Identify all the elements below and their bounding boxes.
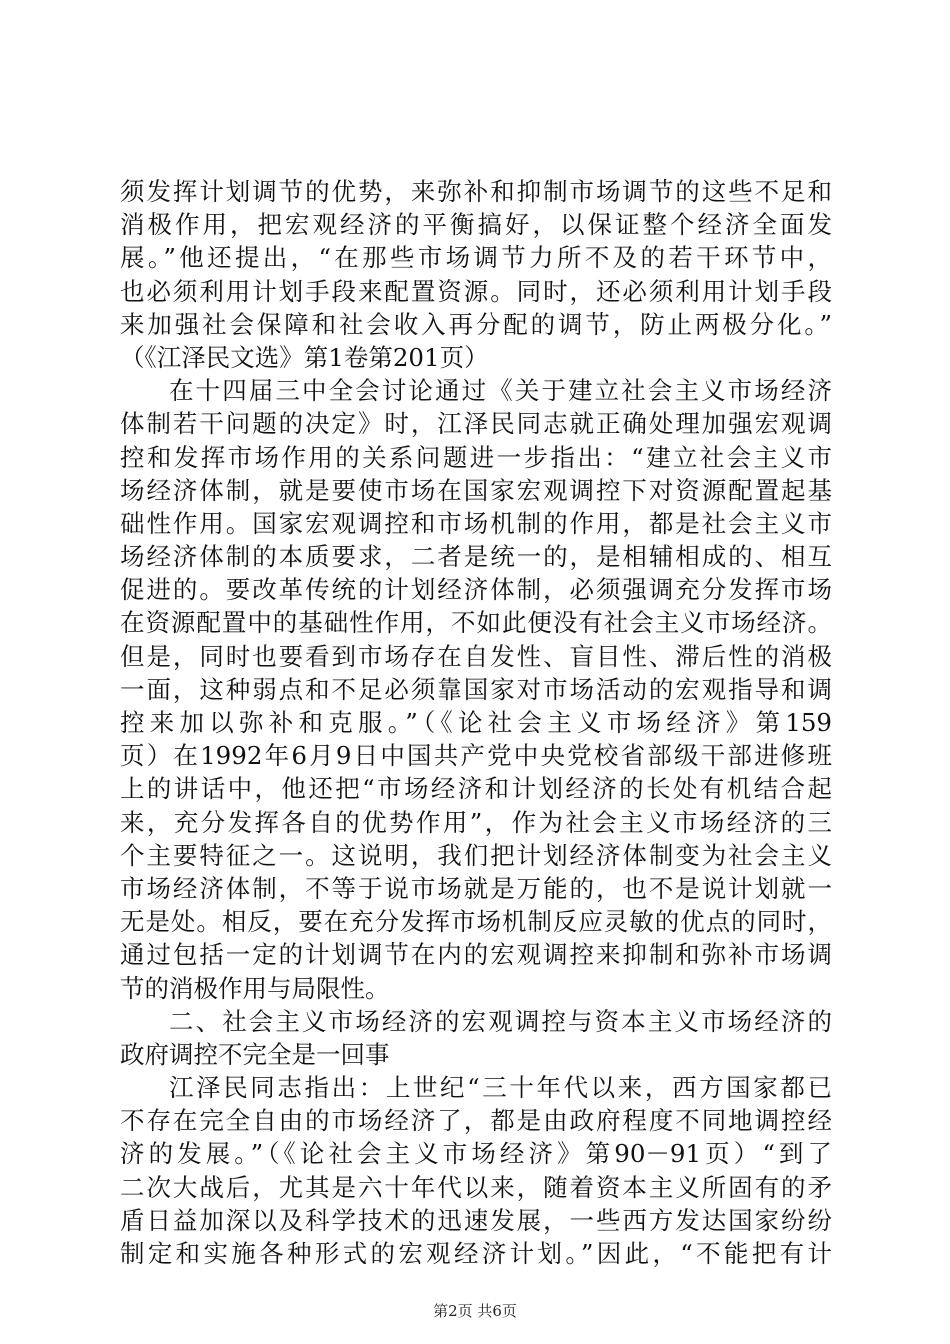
text-line: 无是处。相反，要在充分发挥市场机制反应灵敏的优点的同时，	[120, 907, 832, 937]
text-line: 一面，这种弱点和不足必须靠国家对市场活动的宏观指导和调	[120, 674, 832, 704]
text-line: 市场经济体制，不等于说市场就是万能的，也不是说计划就一	[120, 873, 832, 903]
text-line: 促进的。要改革传统的计划经济体制，必须强调充分发挥市场	[120, 575, 832, 605]
text-line: 上的讲话中，他还把“市场经济和计划经济的长处有机结合起	[120, 774, 832, 804]
text-line: 制定和实施各种形式的宏观经济计划。”因此，“不能把有计	[120, 1239, 832, 1268]
paragraph-start-line: 江泽民同志指出：上世纪“三十年代以来，西方国家都已	[169, 1073, 832, 1103]
text-line: 济的发展。”（《论社会主义市场经济》第90－91页）“到了	[120, 1139, 832, 1169]
text-line: 展。”他还提出，“在那些市场调节力所不及的若干环节中，	[120, 243, 832, 273]
text-line: 页）在1992年6月9日中国共产党中央党校省部级干部进修班	[120, 741, 832, 771]
text-line: 体制若干问题的决定》时，江泽民同志就正确处理加强宏观调	[120, 409, 832, 439]
text-line: 消极作用，把宏观经济的平衡搞好，以保证整个经济全面发	[120, 210, 832, 240]
text-line: 来，充分发挥各自的优势作用”，作为社会主义市场经济的三	[120, 807, 832, 837]
document-body	[120, 175, 832, 1270]
text-line: 但是，同时也要看到市场存在自发性、盲目性、滞后性的消极	[120, 641, 832, 671]
paragraph-start-line: 在十四届三中全会讨论通过《关于建立社会主义市场经济	[169, 376, 832, 406]
text-line: 个主要特征之一。这说明，我们把计划经济体制变为社会主义	[120, 840, 832, 870]
text-line: 场经济体制的本质要求，二者是统一的，是相辅相成的、相互	[120, 542, 832, 572]
text-line: 控和发挥市场作用的关系问题进一步指出：“建立社会主义市	[120, 442, 832, 472]
text-line: 二次大战后，尤其是六十年代以来，随着资本主义所固有的矛	[120, 1172, 832, 1202]
text-line: 盾日益加深以及科学技术的迅速发展，一些西方发达国家纷纷	[120, 1205, 832, 1235]
page-number-footer: 第2页 共6页	[433, 1302, 517, 1320]
text-line: 也必须利用计划手段来配置资源。同时，还必须利用计划手段	[120, 276, 832, 306]
text-line: 节的消极作用与局限性。	[120, 973, 390, 1003]
text-line: 场经济体制，就是要使市场在国家宏观调控下对资源配置起基	[120, 475, 832, 505]
section-heading-line: 二、社会主义市场经济的宏观调控与资本主义市场经济的	[169, 1006, 832, 1036]
text-line: 不存在完全自由的市场经济了，都是由政府程度不同地调控经	[120, 1106, 832, 1136]
text-line: 控来加以弥补和克服。”（《论社会主义市场经济》第159	[120, 708, 832, 737]
text-line: 来加强社会保障和社会收入再分配的调节，防止两极分化。”	[120, 309, 832, 339]
text-line: 在资源配置中的基础性作用，不如此便没有社会主义市场经济。	[120, 608, 832, 638]
citation-line: （《江泽民文选》第1卷第201页）	[120, 342, 489, 372]
text-line: 础性作用。国家宏观调控和市场机制的作用，都是社会主义市	[120, 508, 832, 538]
text-line: 须发挥计划调节的优势，来弥补和抑制市场调节的这些不足和	[120, 177, 832, 206]
section-heading-line: 政府调控不完全是一回事	[120, 1039, 390, 1069]
text-line: 通过包括一定的计划调节在内的宏观调控来抑制和弥补市场调	[120, 940, 832, 970]
